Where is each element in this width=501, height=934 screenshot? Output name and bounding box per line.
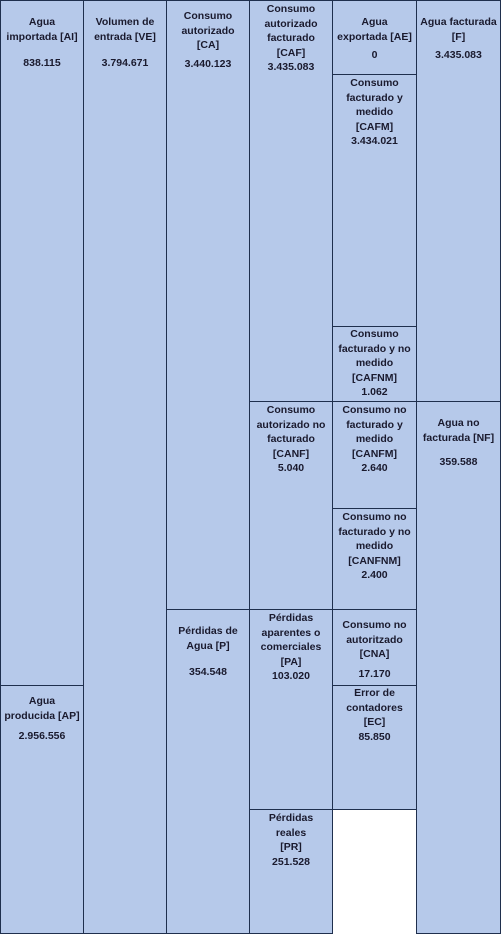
cell-consumo-autorizado [166,0,250,610]
cell-label: Consumo facturado y medido [CAFM] [346,77,403,133]
cell-label: Agua facturada [F] [420,16,497,43]
cell-value: 359.588 [439,456,478,468]
cell-label: Pérdidas reales [PR] [268,812,314,853]
cell-value: 354.548 [189,666,227,678]
cell-perdidas-reales [249,809,333,934]
cell-value: 3.435.083 [267,61,315,73]
cell-consumo-no-facturado-no-medido [332,508,417,610]
cell-value: 103.020 [272,670,310,682]
cell-perdidas-agua [166,609,250,934]
cell-consumo-autorizado-no-facturado [249,401,333,610]
cell-label: Agua no facturada [NF] [422,417,495,444]
cell-label: Consumo facturado y no medido [CAFNM] [338,328,411,384]
cell-label: Consumo autorizado facturado [CAF] [264,3,318,59]
cell-perdidas-aparentes [249,609,333,810]
cell-agua-producida [0,685,84,934]
cell-value: 251.528 [272,855,310,868]
cell-consumo-no-facturado-medido [332,401,417,509]
cell-label: Consumo no autoritzado [CNA] [342,619,407,660]
cell-agua-facturada [416,0,501,402]
cell-error-contadores [332,685,417,810]
cell-value: 2.956.556 [18,730,66,742]
cell-consumo-autorizado-facturado [249,0,333,402]
cell-value: 2.640 [361,462,388,474]
cell-value: 3.435.083 [435,49,482,61]
cell-label: Consumo no facturado y medido [CANFM] [342,404,407,460]
cell-value: 838.115 [23,57,61,69]
cell-value: 2.400 [361,569,388,581]
cell-agua-exportada [332,0,417,75]
cell-agua-no-facturada [416,401,501,934]
cell-volumen-entrada [83,0,167,934]
cell-value: 85.850 [358,730,391,743]
cell-consumo-facturado-no-medido [332,326,417,402]
cell-label: Volumen de entrada [VE] [94,16,156,43]
cell-label: Pérdidas aparentes o comerciales [PA] [260,612,322,668]
cell-label: Agua importada [AI] [6,16,78,43]
cell-consumo-no-autorizado [332,609,417,686]
cell-value: 17.170 [358,667,391,680]
cell-label: Consumo autorizado no facturado [CANF] [256,404,326,460]
cell-label: Agua producida [AP] [4,695,80,722]
cell-consumo-facturado-medido [332,74,417,327]
cell-label: Consumo no facturado y no medido [CANFNM] [338,511,411,567]
cell-label: Pérdidas de Agua [P] [178,625,238,652]
cell-value: 0 [371,49,378,61]
cell-value: 5.040 [277,462,305,474]
cell-value: 3.440.123 [184,57,232,70]
cell-agua-importada [0,0,84,686]
cell-value: 3.434.021 [351,135,398,147]
cell-label: Consumo autorizado [CA] [181,10,235,51]
cell-label: Error de contadores [EC] [346,687,403,728]
cell-label: Agua exportada [AE] [337,16,412,43]
cell-value: 3.794.671 [101,57,149,69]
cell-value: 1.062 [361,386,388,398]
